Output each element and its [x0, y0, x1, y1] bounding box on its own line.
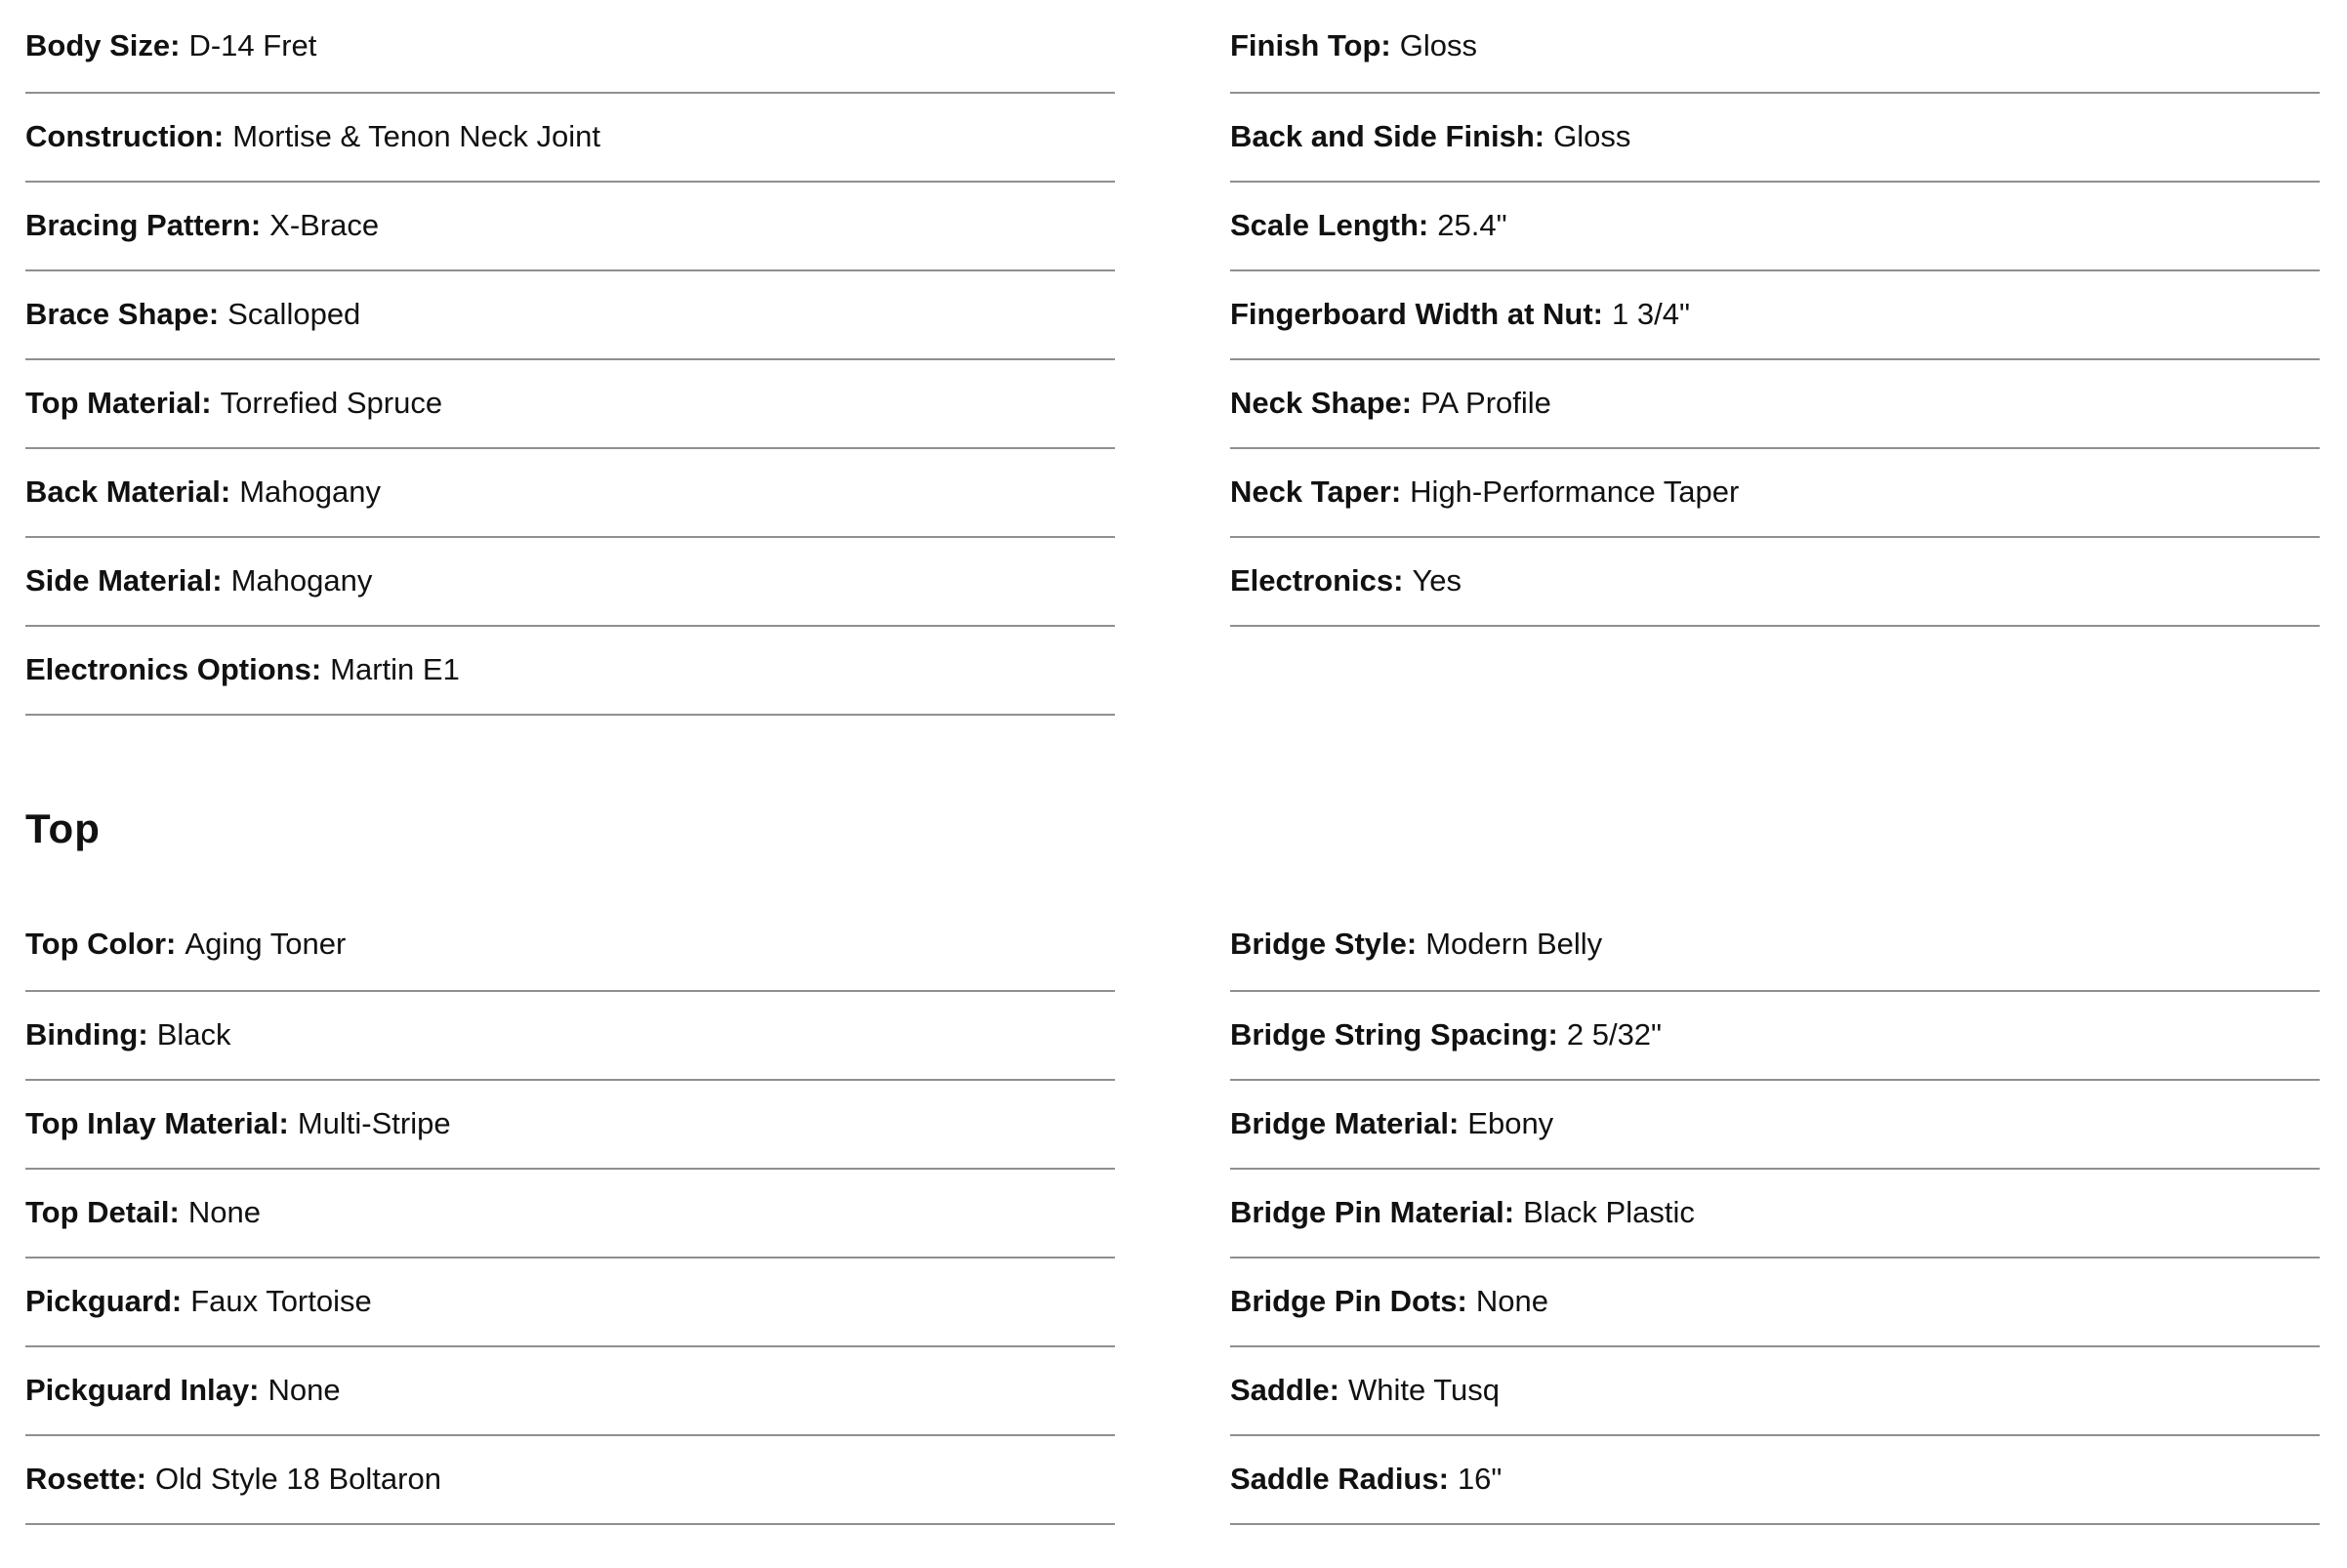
specs-grid: [25, 0, 2320, 716]
spec-row: [1230, 538, 2320, 627]
top-grid: [25, 898, 2320, 1525]
spec-row: [25, 449, 1115, 538]
spec-label: Bridge Material:: [1230, 1106, 1460, 1140]
spec-value: Multi-Stripe: [297, 1106, 451, 1140]
spec-row: [1230, 1081, 2320, 1170]
spec-label: Top Material:: [25, 386, 212, 420]
spec-row: [25, 94, 1115, 183]
spec-row: [1230, 1170, 2320, 1259]
spec-label: Side Material:: [25, 563, 223, 598]
spec-row: [25, 992, 1115, 1081]
spec-value: Ebony: [1467, 1106, 1554, 1140]
spec-label: Bridge String Spacing:: [1230, 1017, 1558, 1052]
spec-value: Gloss: [1399, 27, 1477, 62]
spec-label: Neck Taper:: [1230, 475, 1402, 509]
spec-label: Construction:: [25, 119, 225, 153]
spec-label: Pickguard Inlay:: [25, 1373, 260, 1407]
spec-label: Back Material:: [25, 475, 231, 509]
top-right-column: [1230, 898, 2320, 1525]
spec-row: [25, 0, 1115, 94]
spec-value: PA Profile: [1421, 386, 1551, 420]
spec-label: Back and Side Finish:: [1230, 119, 1545, 153]
spec-value: Mortise & Tenon Neck Joint: [232, 119, 600, 153]
spec-value: Mahogany: [239, 475, 381, 509]
specs-right-column: [1230, 0, 2320, 716]
spec-value: Martin E1: [330, 652, 460, 686]
spec-row: [25, 898, 1115, 992]
spec-value: Mahogany: [230, 563, 373, 598]
spec-label: Body Size:: [25, 27, 181, 62]
spec-value: Yes: [1412, 563, 1462, 598]
spec-row: [1230, 1436, 2320, 1525]
specs-section: [25, 0, 2320, 716]
spec-label: Bracing Pattern:: [25, 208, 262, 242]
spec-row: [1230, 992, 2320, 1081]
top-left-column: [25, 898, 1115, 1525]
spec-label: Bridge Pin Dots:: [1230, 1284, 1467, 1318]
spec-label: Top Detail:: [25, 1195, 180, 1229]
spec-value: 1 3/4": [1612, 297, 1690, 331]
spec-label: Bridge Style:: [1230, 926, 1418, 961]
spec-label: Bridge Pin Material:: [1230, 1195, 1515, 1229]
spec-label: Top Color:: [25, 926, 177, 961]
spec-value: 25.4": [1437, 208, 1507, 242]
spec-label: Fingerboard Width at Nut:: [1230, 297, 1604, 331]
spec-value: D-14 Fret: [188, 27, 317, 62]
spec-row: [1230, 1259, 2320, 1347]
spec-label: Saddle:: [1230, 1373, 1339, 1407]
spec-row: [1230, 898, 2320, 992]
spec-label: Finish Top:: [1230, 27, 1391, 62]
spec-value: Black Plastic: [1523, 1195, 1695, 1229]
spec-row: [25, 1347, 1115, 1436]
spec-label: Rosette:: [25, 1462, 147, 1496]
spec-value: Modern Belly: [1425, 926, 1603, 961]
spec-value: 2 5/32": [1566, 1017, 1663, 1052]
spec-value: High-Performance Taper: [1410, 475, 1740, 509]
spec-row: [25, 183, 1115, 271]
spec-row: [25, 1436, 1115, 1525]
spec-value: Black: [156, 1017, 231, 1052]
spec-label: Electronics Options:: [25, 652, 322, 686]
spec-label: Saddle Radius:: [1230, 1462, 1449, 1496]
spec-value: None: [268, 1373, 341, 1407]
spec-value: None: [1475, 1284, 1548, 1318]
spec-row: [25, 271, 1115, 360]
spec-row: [25, 538, 1115, 627]
spec-value: None: [187, 1195, 261, 1229]
spec-row: [25, 1081, 1115, 1170]
spec-value: Aging Toner: [185, 926, 347, 961]
spec-row: [1230, 271, 2320, 360]
spec-row: [25, 360, 1115, 449]
section-heading-top: Top: [25, 805, 101, 851]
spec-label: Neck Shape:: [1230, 386, 1413, 420]
spec-value: X-Brace: [269, 208, 380, 242]
spec-value: Scalloped: [227, 297, 361, 331]
spec-row: [1230, 94, 2320, 183]
spec-row: [25, 627, 1115, 716]
spec-row: [1230, 360, 2320, 449]
spec-value: White Tusq: [1347, 1373, 1501, 1407]
spec-value: 16": [1457, 1462, 1503, 1496]
spec-value: Old Style 18 Boltaron: [155, 1462, 441, 1496]
spec-row: [1230, 1347, 2320, 1436]
spec-value: Gloss: [1553, 119, 1631, 153]
spec-row: [25, 1170, 1115, 1259]
spec-label: Scale Length:: [1230, 208, 1429, 242]
spec-value: Torrefied Spruce: [220, 386, 443, 420]
top-section: [25, 898, 2320, 1525]
spec-label: Pickguard:: [25, 1284, 183, 1318]
spec-label: Brace Shape:: [25, 297, 220, 331]
spec-label: Binding:: [25, 1017, 148, 1052]
spec-row: [1230, 183, 2320, 271]
spec-row: [25, 1259, 1115, 1347]
spec-label: Top Inlay Material:: [25, 1106, 289, 1140]
spec-row: [1230, 449, 2320, 538]
specs-left-column: [25, 0, 1115, 716]
spec-row: [1230, 0, 2320, 94]
spec-label: Electronics:: [1230, 563, 1404, 598]
spec-value: Faux Tortoise: [190, 1284, 372, 1318]
